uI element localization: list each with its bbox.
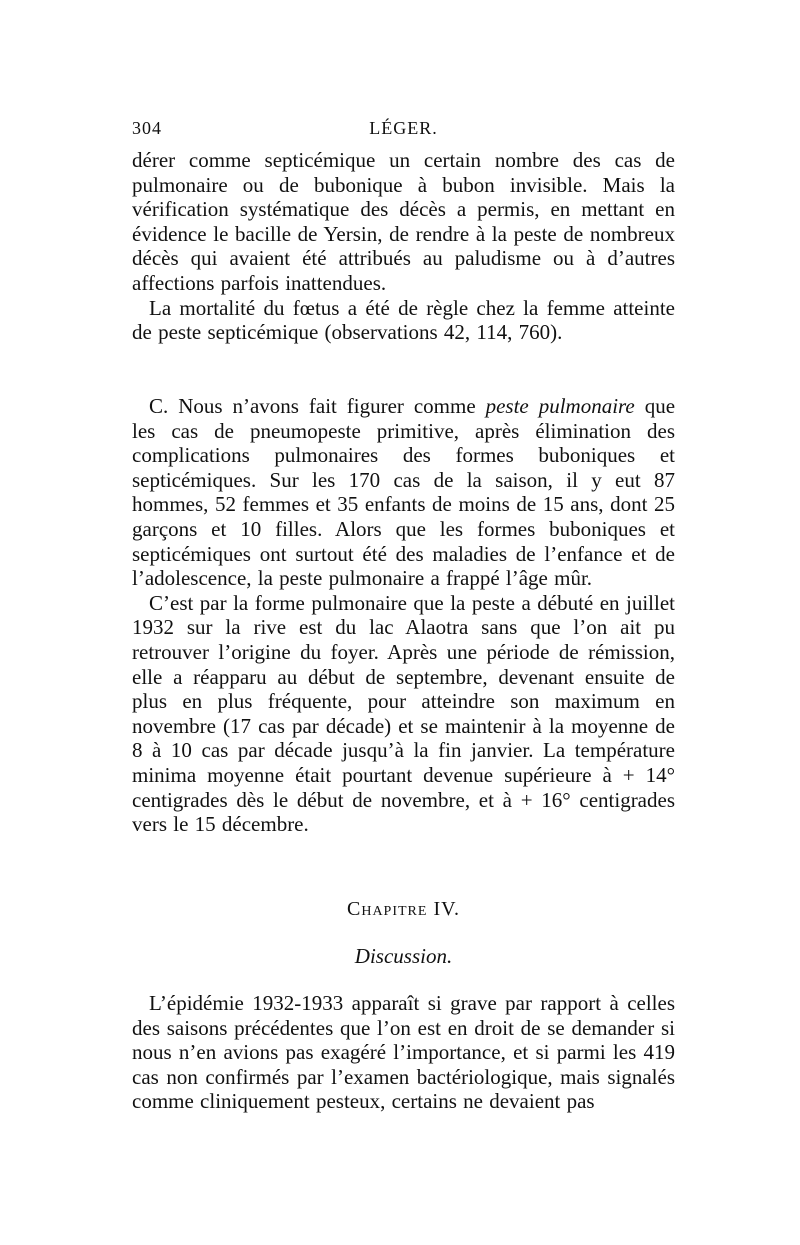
page-number: 304 bbox=[132, 118, 162, 138]
paragraph-pulmonary-plague-start: C. Nous n’avons fait figurer comme bbox=[149, 394, 476, 418]
text-block-bottom bbox=[132, 991, 675, 1114]
section-title: Discussion. bbox=[354, 944, 453, 968]
emphasis-peste-pulmonaire: peste pulmonaire bbox=[485, 394, 635, 418]
paragraph-fetal-mortality: La mortalité du fœtus a été de règle chez la femme atteinte de peste septicémique (observations 42, 114, 760). bbox=[132, 295, 675, 345]
text-block-top bbox=[132, 148, 675, 345]
running-head: LÉGER. bbox=[369, 118, 438, 138]
paragraph-discussion: L’épidémie 1932-1933 apparaît si grave par rapport à celles des saisons précédentes que l’on est en droit de se demander si nous n’en avions pas exagéré l’importance, et si parmi les 419 cas non confirmés par l’examen bactériologique, mais signalés comme cliniquement pesteux, certains ne devaient pas bbox=[132, 991, 675, 1114]
paragraph-pulmonary-plague-rest: que les cas de pneumopeste primitive, après élimination des complications pulmonaires des formes buboniques et septicémiques. Sur les 170 cas de la saison, il y eut 87 hommes, 52 femmes et 35 enfants de moins de 15 ans, dont 25 garçons et 10 filles. Alors que les formes buboniques et septicémiques ont surtout été des maladies de l’enfance et de l’adolescence, la peste pulmonaire a frappé l’âge mûr. bbox=[132, 394, 676, 591]
paragraph-outbreak-history: C’est par la forme pulmonaire que la peste a débuté en juillet 1932 sur la rive est du lac Alaotra sans que l’on ait pu retrouver l’origine du foyer. Après une période de rémission, elle a réapparu au début de septembre, devenant ensuite de plus en plus fréquente, pour atteindre son maximum en novembre (17 cas par décade) et se maintenir à la moyenne de 8 à 10 cas par décade jusqu’à la fin janvier. La température minima moyenne était pourtant devenue supérieure à + 14° centigrades dès le début de novembre, et à + 16° centigrades vers le 15 décembre. bbox=[132, 590, 675, 837]
text-block-middle bbox=[132, 394, 675, 837]
paragraph-continuation: dérer comme septicémique un certain nombre des cas de pulmonaire ou de bubonique à bubon invisible. Mais la vérification systématique des décès a permis, en mettant en évidence le bacille de Yersin, de rendre à la peste de nombreux décès qui avaient été attribués au paludisme ou à d’autres affections parfois inattendues. bbox=[132, 148, 675, 295]
paragraph-pulmonary-plague bbox=[132, 394, 675, 591]
chapter-title: Chapitre IV. bbox=[347, 898, 460, 920]
page-header bbox=[132, 118, 675, 144]
